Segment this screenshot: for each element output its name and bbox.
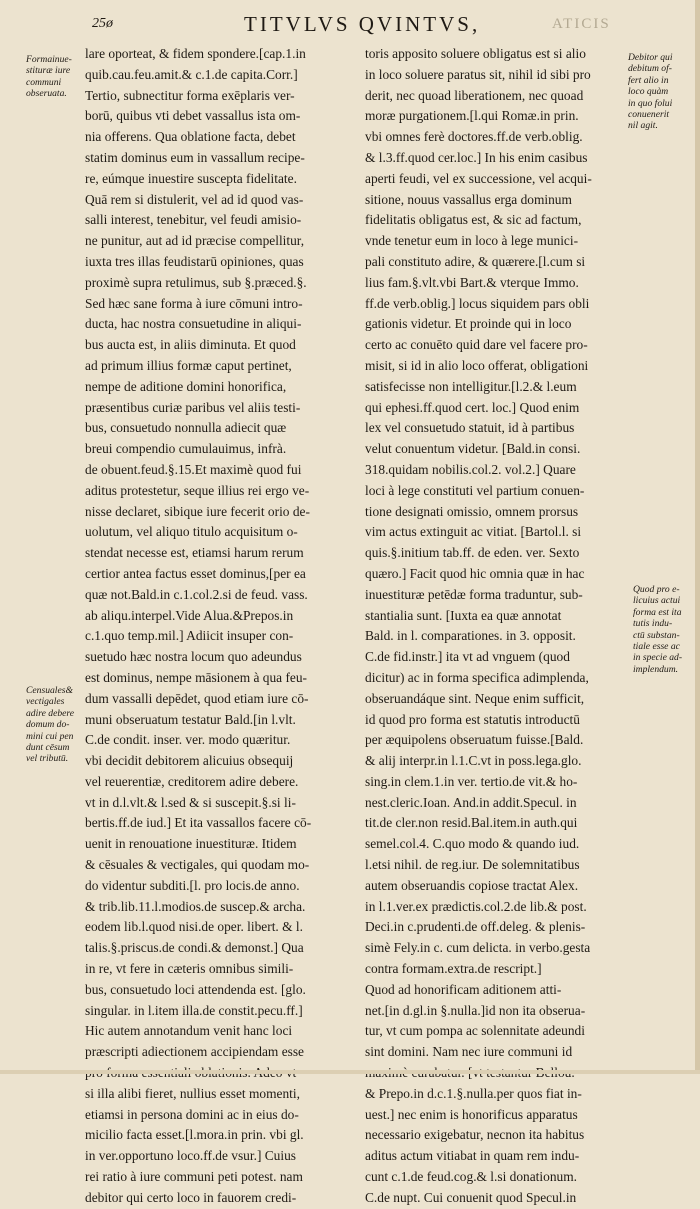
text-line: est dominus, nempe māsionem à qua feu- <box>85 669 308 685</box>
text-line: statim dominus eum in vassallum recipe- <box>85 149 305 165</box>
text-line: salli interest, tenebitur, vel feudi amisio- <box>85 212 302 228</box>
text-line: quæ not.Bald.in c.1.col.2.si de feud. vass. <box>85 586 308 602</box>
text-line: vel reuerentiæ, creditorem adire debere. <box>85 773 299 789</box>
text-line: vim actus extinguit ac vitiat. [Bartol.l. si <box>365 524 582 540</box>
text-line: tiale esse ac <box>633 641 680 653</box>
page-edge <box>695 0 700 1074</box>
left-margin-note <box>26 54 72 100</box>
text-line: vbi omnes ferè doctores.ff.de verb.oblig. <box>365 129 583 145</box>
text-line: micilio facta esset.[l.mora.in prin. vbi gl. <box>85 1127 304 1143</box>
text-line: per æquipolens obseruatum fuisse.[Bald. <box>365 732 584 748</box>
text-line: dum vassalli depēdet, quod etiam iure cō- <box>85 690 309 706</box>
text-line: cunt c.1.de feud.cog.& l.si donationum. <box>365 1169 577 1185</box>
text-line: talis.§.priscus.de condi.& demonst.] Qua <box>85 940 304 956</box>
text-line: qui ephesi.ff.quod cert. loc.] Quod enim <box>365 399 580 415</box>
text-line: implendum. <box>633 663 679 675</box>
text-line: quis.§.initium tab.ff. de eden. ver. Sexto <box>365 545 580 561</box>
text-line: in specie ad- <box>633 652 683 664</box>
text-line: l.etsi nihil. de reg.iur. De solemnitatibus <box>365 857 580 873</box>
text-line: necessario exigebatur, necnon ita habitus <box>365 1127 585 1143</box>
text-line: vnde tenetur eum in loco à lege munici- <box>365 233 579 249</box>
text-line: pali constituto adire, & quærere.[l.cum si <box>365 253 586 269</box>
text-line: forma est ita <box>633 606 682 618</box>
text-line: & trib.lib.11.l.modios.de suscep.& archa. <box>85 898 306 914</box>
text-line: do videntur subditi.[l. pro locis.de anno. <box>85 877 300 893</box>
text-line: in quo folui <box>628 97 673 109</box>
left-text-column <box>85 44 357 1209</box>
text-line: uolutum, vel aliquo titulo acquisitum o- <box>85 524 298 540</box>
text-line: quib.cau.feu.amit.& c.1.de capita.Corr.] <box>85 66 298 82</box>
text-line: sitione, nouus vassallus erga dominum <box>365 191 572 207</box>
text-line: bus, consuetudo loci attendenda est. [glo. <box>85 981 306 997</box>
text-line: aditus protestetur, seque illius rei ergo ve- <box>85 482 310 498</box>
text-line: ducta, hac nostra consuetudine in aliqui- <box>85 316 302 332</box>
text-line: C.de condit. inser. ver. modo quæritur. <box>85 732 291 748</box>
text-line: rei ratio à iure communi peti potest. nam <box>85 1169 303 1185</box>
text-line: de obuent.feud.§.15.Et maximè quod fui <box>85 461 302 477</box>
text-line: proximè supra retulimus, sub §.præced.§. <box>85 274 307 290</box>
text-line: in ver.opportuno loco.ff.de vsur.] Cuius <box>85 1148 297 1164</box>
text-line: tione designati omissio, omnem prorsus <box>365 503 579 519</box>
text-line: suetudo hæc nostra locum quo adeundus <box>85 649 302 665</box>
text-line: re, eúmque inuestire suscepta fidelitate. <box>85 170 297 186</box>
text-line: lare oporteat, & fidem spondere.[cap.1.in <box>85 46 306 61</box>
text-line: nest.cleric.Ioan. And.in addit.Specul. in <box>365 794 577 810</box>
text-line: aditus actum vitiabat in quam rem indu- <box>365 1148 580 1164</box>
text-line: ad primum illius formæ caput pertinet, <box>85 357 292 373</box>
text-line: borū, quibus vti debet vassallus ista om- <box>85 108 301 124</box>
text-line: debitor qui certo loco in fauorem credi- <box>85 1189 297 1205</box>
text-line: Deci.in c.prudenti.de off.deleg. & plenis- <box>365 919 586 935</box>
text-line: dunt cēsum <box>26 742 70 754</box>
text-line: id quod pro forma est statutis introductū <box>365 711 580 727</box>
text-line: Hic autem annotandum venit hanc loci <box>85 1023 293 1039</box>
text-line: quæro.] Facit quod hic omnia quæ in hac <box>365 565 585 581</box>
text-line: autem obseruandis copiose tractat Alex. <box>365 877 579 893</box>
text-line: communi <box>26 76 62 88</box>
text-line: derit, nec quoad liberationem, nec quoad <box>365 87 584 103</box>
text-line: & Prepo.in d.c.1.§.nulla.per quos fiat in- <box>365 1085 582 1101</box>
text-line: Censuales& <box>26 685 73 696</box>
text-line: uest.] nec enim is honorificus apparatus <box>365 1106 578 1122</box>
text-line: in re, vt fere in cæteris omnibus simili- <box>85 961 294 977</box>
text-line: fidelitatis obligatus est, & sic ad factum, <box>365 212 582 228</box>
text-line: simè Fely.in c. cum delicta. in verbo.gesta <box>365 940 591 956</box>
text-line: semel.col.4. C.quo modo & quando iud. <box>365 836 580 852</box>
text-line: Quod ad honorificam aditionem atti- <box>365 981 562 997</box>
text-line: aperti feudi, vel ex successione, vel acqui- <box>365 170 592 186</box>
text-line: ab aliqu.interpel.Vide Alua.&Prepos.in <box>85 607 294 623</box>
text-line: ne punitur, aut ad id præcise compellitur, <box>85 233 305 249</box>
text-line: bus aucta est, in aliis diminuta. Et quod <box>85 337 296 353</box>
right-margin-note <box>628 52 673 132</box>
text-line: stantialia sunt. [Iuxta ea quæ annotat <box>365 607 562 623</box>
page-header <box>0 12 700 38</box>
text-line: nia offerens. Qua oblatione facta, debet <box>85 129 296 145</box>
text-line: nil agit. <box>628 120 658 132</box>
text-line: C.de nupt. Cui conuenit quod Specul.in <box>365 1189 577 1205</box>
text-line: net.[in d.gl.in §.nulla.]id non ita obserua- <box>365 1002 586 1018</box>
text-line: Debitor qui <box>628 52 673 63</box>
text-line: uenit in renouatione inuestituræ. Itidem <box>85 836 297 852</box>
text-line: præscripti adiectionem accipiendam esse <box>85 1044 305 1060</box>
text-line: bertis.ff.de iud.] Et ita vassallos facere cō- <box>85 815 312 831</box>
text-line: præsentibus curiæ paribus vel aliis testi- <box>85 399 301 415</box>
right-margin-note <box>633 584 682 675</box>
text-line: vel tributū. <box>26 753 69 765</box>
text-line: contra formam.extra.de rescript.] <box>365 961 542 977</box>
text-line: etiamsi in persona domini ac in eius do- <box>85 1106 299 1122</box>
right-text-column <box>365 44 631 1209</box>
text-line: eodem lib.l.quod nisi.de oper. libert. & l. <box>85 919 303 935</box>
text-line: domum do- <box>26 719 70 731</box>
text-line: 318.quidam nobilis.col.2. vol.2.] Quare <box>365 461 576 477</box>
text-line: fert alio in <box>628 74 669 86</box>
text-line: singular. in l.item illa.de constit.pecu.ff.] <box>85 1002 303 1018</box>
text-line: certo ac conuēto quid dare vel facere pro- <box>365 337 588 353</box>
text-line: sint domini. Nam nec iure communi id <box>365 1044 573 1060</box>
text-line: in l.1.ver.ex prædictis.col.2.de lib.& post. <box>365 898 587 914</box>
text-line: lex vel consuetudo statuit, id à partibus <box>365 420 575 436</box>
text-line: lius fam.§.vlt.vbi Bart.& vterque Immo. <box>365 274 579 290</box>
text-line: iuxta tres illas feudistarū opiniones, quas <box>85 253 304 269</box>
text-line: gationis videtur. Et proinde qui in loco <box>365 316 572 332</box>
text-line: Quod pro e- <box>633 584 680 595</box>
text-line: dicitur) ac in forma specifica adimplenda, <box>365 669 589 685</box>
text-line: c.1.quo temp.mil.] Adiicit insuper con- <box>85 628 294 644</box>
text-line: tutis indu- <box>633 618 673 630</box>
text-line: bus, consuetudo nonnulla adiecit quæ <box>85 420 287 436</box>
text-line: velut conuentum videtur. [Bald.in consi. <box>365 441 581 457</box>
text-line: moræ purgationem.[l.qui Romæ.in prin. <box>365 108 579 124</box>
text-line: & cēsuales & vectigales, qui quodam mo- <box>85 857 310 873</box>
text-line: stendat necesse est, etiamsi harum rerum <box>85 545 304 561</box>
text-line: obseruata. <box>26 88 67 100</box>
running-title: TITVLVS QVINTVS, <box>244 12 481 36</box>
text-line: nisse declaret, sibique iure fecerit orio de- <box>85 503 310 519</box>
text-line: vbi decidit debitorem alicuius obsequij <box>85 753 294 769</box>
text-line: debitum of- <box>628 63 672 75</box>
text-line: sing.in clem.1.in ver. tertio.de vit.& ho- <box>365 773 578 789</box>
text-line: toris apposito soluere obligatus est si alio <box>365 46 586 61</box>
text-line: ctū substan- <box>633 629 680 641</box>
text-line: in loco soluere paratus sit, nihil id sibi pro <box>365 66 591 82</box>
text-line: Bald. in l. comparationes. in 3. opposit. <box>365 628 576 644</box>
text-line: tit.de cler.non resid.Bal.item.in auth.qui <box>365 815 578 831</box>
text-line: tur, vt cum pompa ac solennitate adeundi <box>365 1023 585 1039</box>
text-line: nempe de aditione domini honorifica, <box>85 378 287 394</box>
text-line: C.de fid.instr.] ita vt ad vnguem (quod <box>365 649 570 665</box>
text-line: licuius actui <box>633 595 681 607</box>
text-line: loci à lege constituti vel partium conuen- <box>365 482 585 498</box>
page-number: 25ø <box>92 16 113 31</box>
text-line: conuenerit <box>628 109 670 121</box>
text-line: Sed hæc sane forma à iure cōmuni intro- <box>85 295 303 311</box>
text-line: obseruandáque sint. Neque enim sufficit, <box>365 690 585 706</box>
text-line: Quā rem si distulerit, vel ad id quod vas- <box>85 191 304 207</box>
text-line: Formainue- <box>26 54 72 65</box>
page-bottom-edge <box>0 1070 700 1074</box>
text-line: & l.3.ff.quod cer.loc.] In his enim casibus <box>365 149 588 165</box>
text-line: vt in d.l.vlt.& l.sed & si suscepit.§.si li- <box>85 794 296 810</box>
text-line: ff.de verb.oblig.] locus siquidem pars obli <box>365 295 590 311</box>
text-line: adire debere <box>26 707 75 719</box>
text-line: & alij interpr.in l.1.C.vt in poss.lega.glo. <box>365 753 582 769</box>
text-line: loco quàm <box>628 86 669 98</box>
text-line: mini cui pen <box>26 730 74 742</box>
text-line: muni obseruatum testatur Bald.[in l.vlt. <box>85 711 296 727</box>
text-line: si illa alibi fieret, nullius esset momenti, <box>85 1085 300 1101</box>
text-line: breui compendio cumulauimus, infrà. <box>85 441 287 457</box>
show-through-title: ATICIS <box>552 16 611 32</box>
text-line: vectigales <box>26 696 65 708</box>
text-line: stituræ iure <box>26 65 71 77</box>
left-margin-note <box>26 685 74 765</box>
text-line: Tertio, subnectitur forma exēplaris ver- <box>85 87 295 103</box>
text-line: misit, si id in alio loco offerat, obligationi <box>365 357 589 373</box>
text-line: certior antea factus esset dominus,[per ea <box>85 565 306 581</box>
text-line: satisfecisse non intelligitur.[l.2.& l.eum <box>365 378 577 394</box>
text-line: inuestituræ petēdæ forma traduntur, sub- <box>365 586 583 602</box>
